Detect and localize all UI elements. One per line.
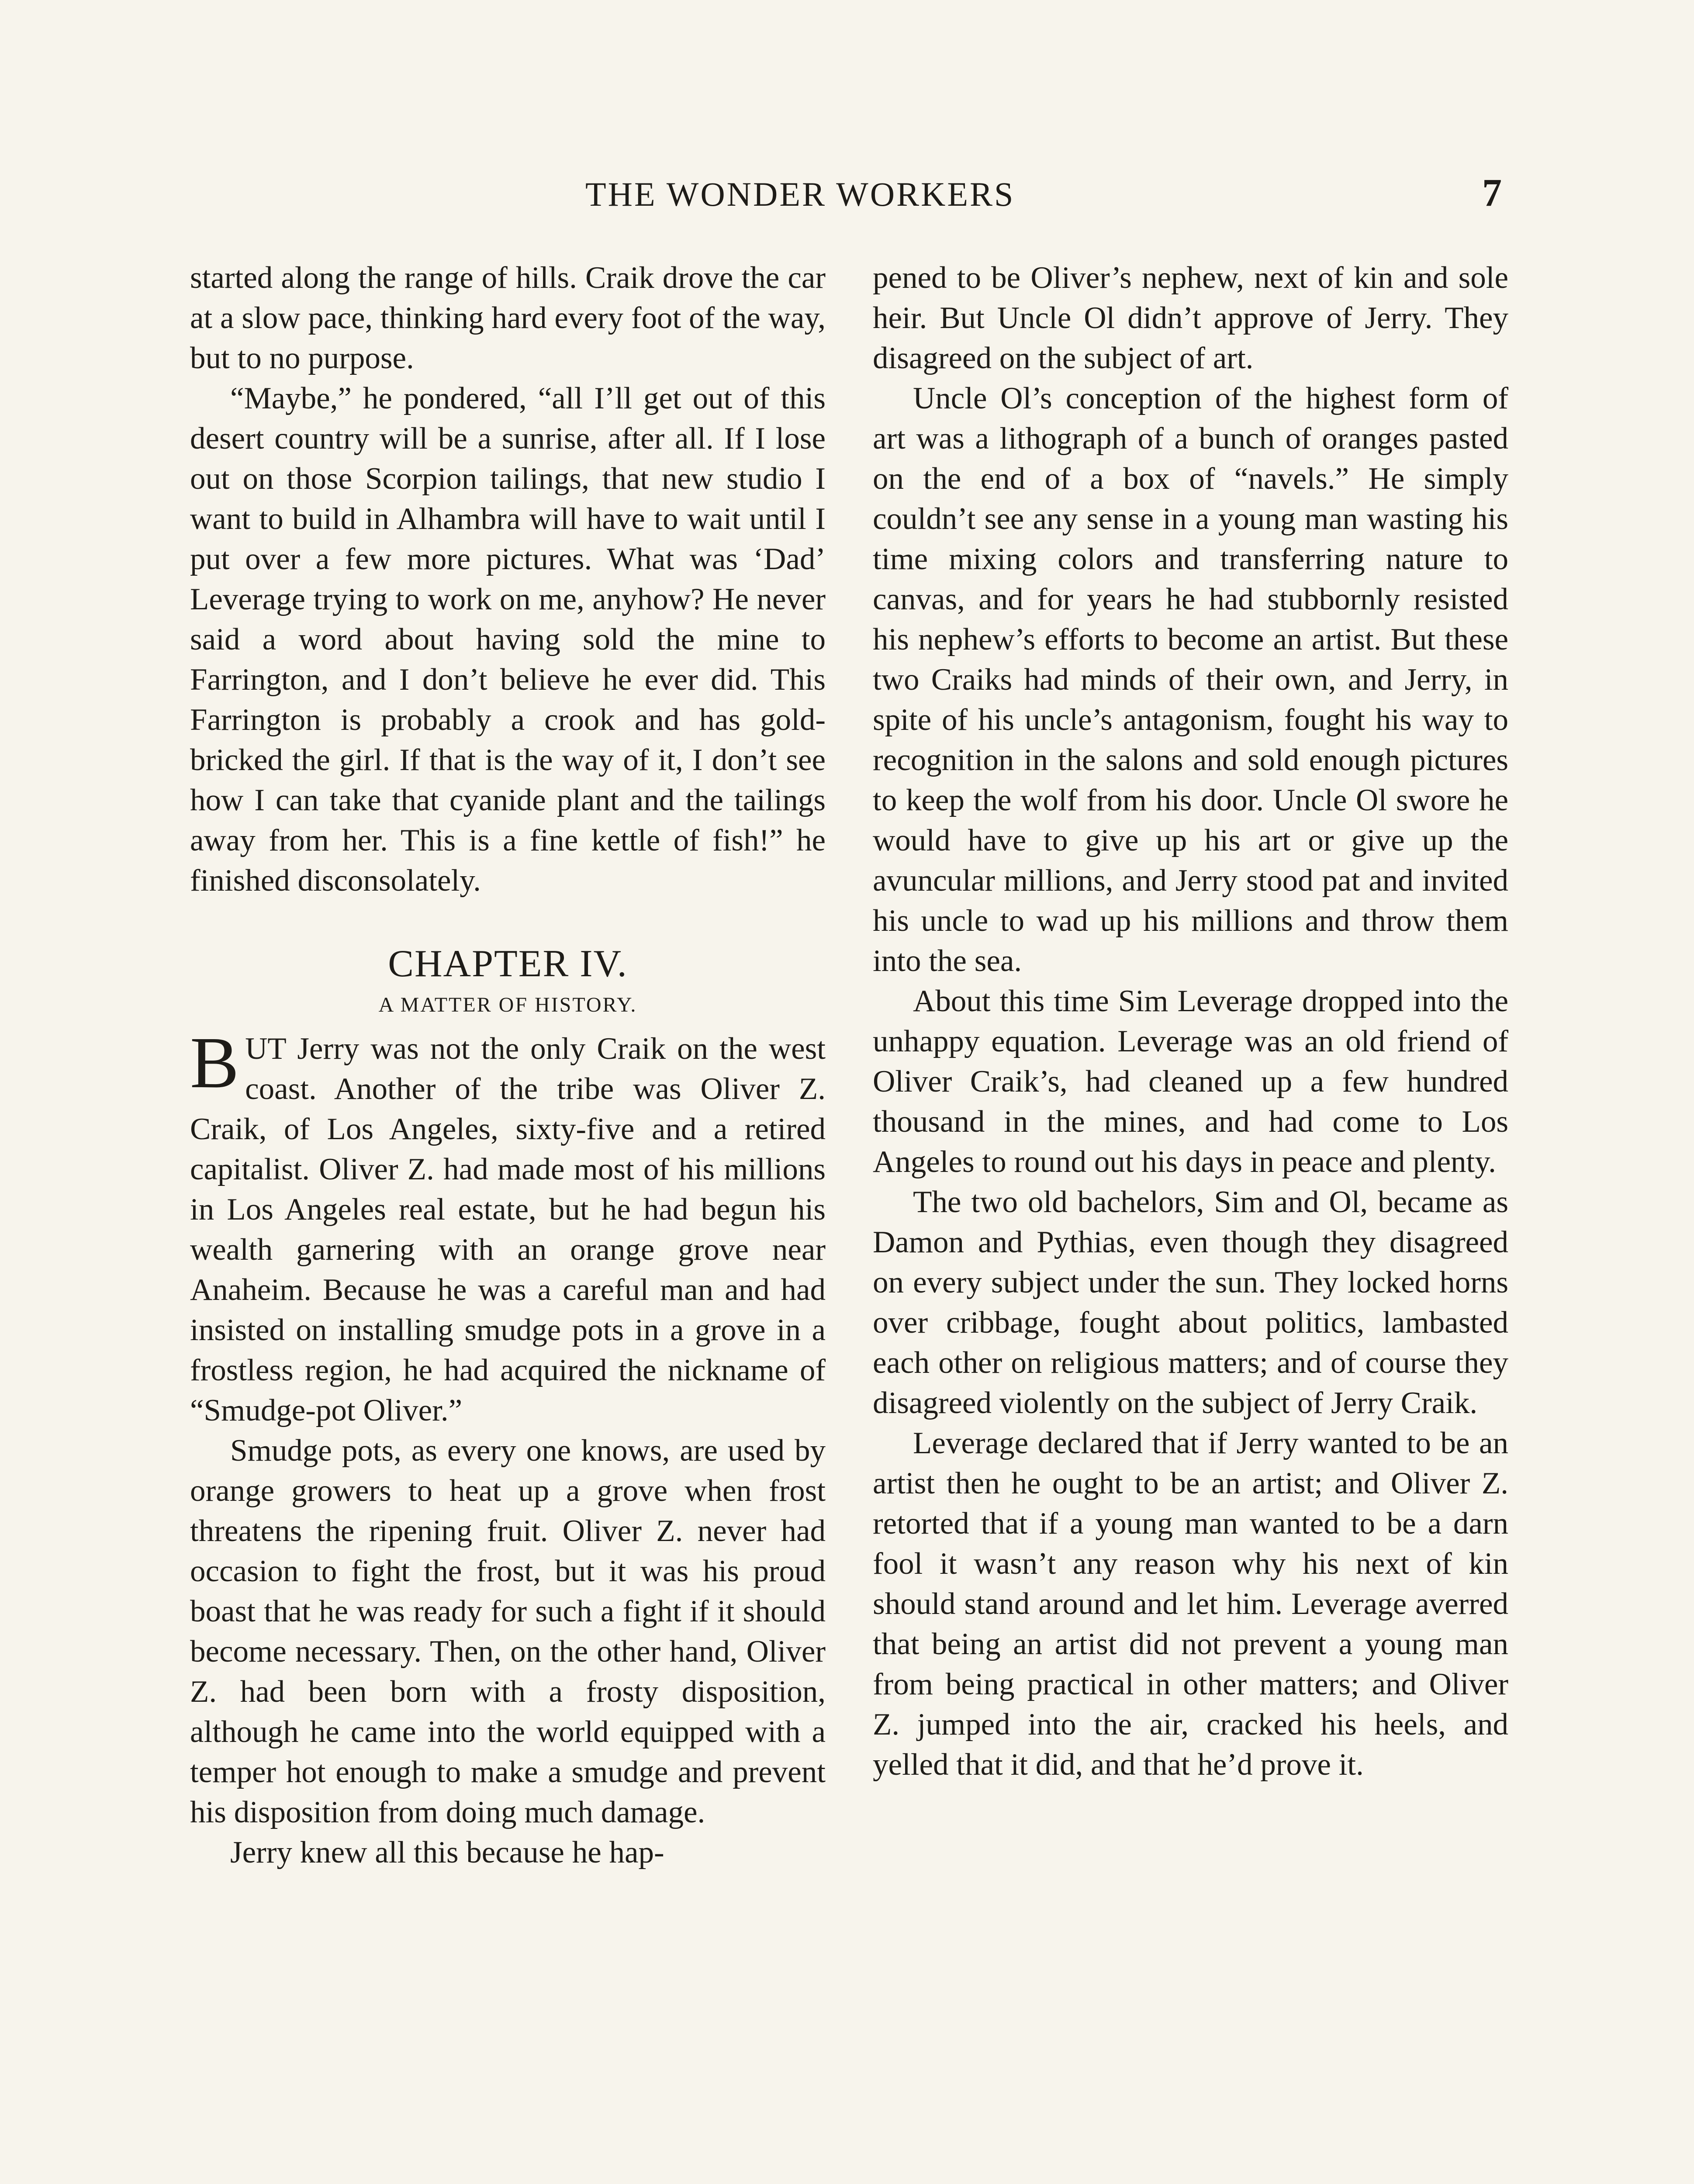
- paragraph: About this time Sim Leverage dropped into the unhappy equation. Leverage was an old friend of Oliver Craik’s, had cleaned up a few hundred thousand in the mines, and had come to Los Angeles to round out his days in peace and plenty.: [873, 984, 1508, 1179]
- right-column: [873, 258, 1508, 1785]
- left-column: [190, 258, 826, 1873]
- running-header: THE WONDER WORKERS: [585, 175, 1015, 213]
- page-number: 7: [1482, 171, 1502, 214]
- drop-cap-letter: B: [190, 1022, 239, 1103]
- chapter-subtitle: A MATTER OF HISTORY.: [378, 993, 637, 1016]
- paragraph: “Maybe,” he pondered, “all I’ll get out of this desert country will be a sunrise, after all. If I lose out on those Scorpion tailings, that new studio I want to build in Alhambra will have to wait until I put over a few more pictures. What was ‘Dad’ Leverage trying to work on me, anyhow? He never said a word about having sold the mine to Farrington, and I don’t believe he ever did. This Farrington is probably a crook and has gold-bricked the girl. If that is the way of it, I don’t see how I can take that cyanide plant and the tailings away from her. This is a fine kettle of fish!” he finished disconsolately.: [190, 381, 826, 898]
- paragraph: Leverage declared that if Jerry wanted to be an artist then he ought to be an artist; and Oliver Z. retorted that if a young man wanted to be a darn fool it wasn’t any reason why his next of kin should stand around and let him. Leverage averred that being an artist did not prevent a young man from being practical in other matters; and Oliver Z. jumped into the air, cracked his heels, and yelled that it did, and that he’d prove it.: [873, 1426, 1508, 1782]
- paragraph: The two old bachelors, Sim and Ol, became as Damon and Pythias, even though they disagreed on every subject under the sun. They locked horns over cribbage, fought about politics, lambasted each other on religious matters; and of course they disagreed violently on the subject of Jerry Craik.: [873, 1185, 1508, 1420]
- paragraph-with-drop-cap: [190, 1022, 826, 1431]
- chapter-title: CHAPTER IV.: [388, 943, 628, 985]
- paragraph: Jerry knew all this because he hap-: [230, 1835, 664, 1870]
- paragraph: Uncle Ol’s conception of the highest form of art was a lithograph of a bunch of oranges pasted on the end of a box of “navels.” He simply couldn’t see any sense in a young man wasting his time mixing colors and transferring nature to canvas, and for years he had stubbornly resisted his nephew’s efforts to become an artist. But these two Craiks had minds of their own, and Jerry, in spite of his uncle’s antagonism, fought his way to recognition in the salons and sold enough pictures to keep the wolf from his door. Uncle Ol swore he would have to give up his art or give up the avuncular millions, and Jerry stood pat and invited his uncle to wad up his millions and throw them into the sea.: [873, 381, 1508, 978]
- paragraph: started along the range of hills. Craik drove the car at a slow pace, thinking hard every foot of the way, but to no purpose.: [190, 261, 826, 375]
- paragraph: Smudge pots, as every one knows, are used by orange growers to heat up a grove when frost threatens the ripening fruit. Oliver Z. never had occasion to fight the frost, but it was his proud boast that he was ready for such a fight if it should become necessary. Then, on the other hand, Oliver Z. had been born with a frosty disposition, although he came into the world equipped with a temper hot enough to make a smudge and prevent his disposition from doing much damage.: [190, 1434, 826, 1829]
- paragraph-text: UT Jerry was not the only Craik on the west coast. Another of the tribe was Oliver Z. Craik, of Los Angeles, sixty-five and a retired capitalist. Oliver Z. had made most of his millions in Los Angeles real estate, but he had begun his wealth garnering with an orange grove near Anaheim. Because he was a careful man and had insisted on installing smudge pots in a grove in a frostless region, he had acquired the nickname of “Smudge-pot Oliver.”: [190, 1032, 826, 1427]
- paragraph: pened to be Oliver’s nephew, next of kin and sole heir. But Uncle Ol didn’t approve of Jerry. They disagreed on the subject of art.: [873, 261, 1508, 375]
